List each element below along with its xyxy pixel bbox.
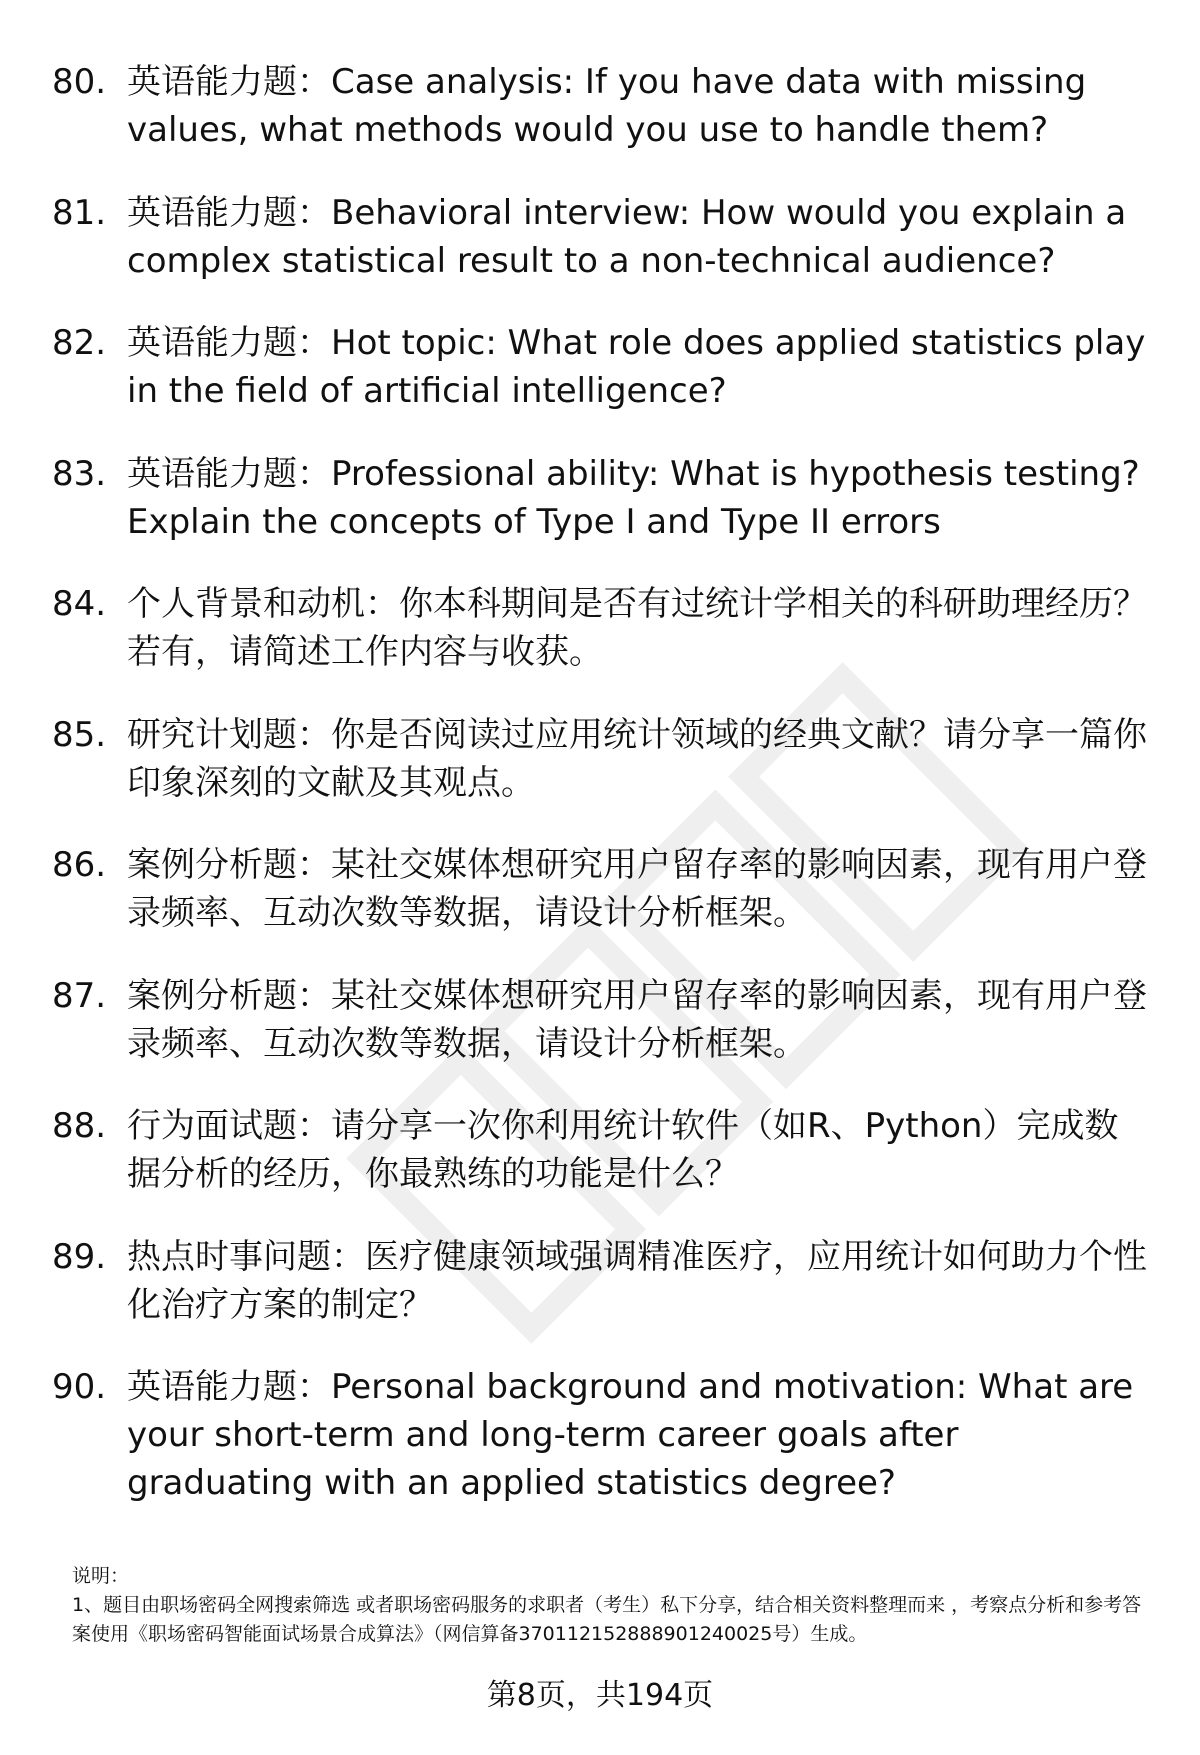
question-item (52, 58, 1152, 154)
question-number: 87. (52, 975, 107, 1016)
question-item (52, 450, 1152, 546)
question-number: 86. (52, 845, 107, 885)
question-item (52, 711, 1152, 807)
question-item (52, 841, 1152, 937)
question-item (52, 189, 1152, 285)
question-number: 84. (52, 584, 107, 624)
note-section (72, 1562, 1152, 1649)
question-item (52, 319, 1152, 415)
question-number: 85. (52, 714, 107, 755)
question-number: 89. (52, 1236, 107, 1277)
question-text: 英语能力题：Case analysis: If you have data with missing values, what methods would you use to handle them? (127, 62, 1087, 150)
question-item (52, 580, 1152, 676)
question-item (52, 972, 1152, 1068)
question-item (52, 1363, 1152, 1507)
question-item (52, 1102, 1152, 1198)
question-text: 英语能力题：Hot topic: What role does applied statistics play in the field of artificial intelligence? (127, 323, 1146, 411)
question-number: 80. (52, 62, 107, 102)
question-number: 90. (52, 1367, 107, 1407)
question-number: 82. (52, 323, 107, 363)
question-text: 案例分析题：某社交媒体想研究用户留存率的影响因素，现有用户登录频率、互动次数等数据，请设计分析框架。 (127, 845, 1147, 933)
question-number: 88. (52, 1106, 107, 1146)
question-text: 英语能力题：Personal background and motivation: What are your short-term and long-term career goals after graduating with an applied statistics degree? (127, 1367, 1134, 1503)
question-text: 个人背景和动机：你本科期间是否有过统计学相关的科研助理经历？若有，请简述工作内容与收获。 (127, 584, 1147, 672)
question-text: 行为面试题：请分享一次你利用统计软件（如R、Python）完成数据分析的经历，你最熟练的功能是什么？ (127, 1106, 1119, 1194)
question-text: 案例分析题：某社交媒体想研究用户留存率的影响因素，现有用户登录频率、互动次数等数据，请设计分析框架。 (127, 975, 1147, 1064)
question-item (52, 1233, 1152, 1329)
question-text: 英语能力题：Behavioral interview: How would you explain a complex statistical result to a non-technical audience? (127, 192, 1127, 281)
note-body: 1、题目由职场密码全网搜索筛选 或者职场密码服务的求职者（考生）私下分享，结合相关资料整理而来 ，考察点分析和参考答案使用《职场密码智能面试场景合成算法》（网信算备370112152888901240025号）生成。 (72, 1594, 1142, 1645)
question-list (52, 58, 1152, 1542)
page-number: 第8页，共194页 (486, 1678, 714, 1713)
question-text: 研究计划题：你是否阅读过应用统计领域的经典文献？请分享一篇你印象深刻的文献及其观点。 (127, 714, 1147, 803)
question-number: 83. (52, 453, 107, 494)
question-number: 81. (52, 192, 107, 233)
question-text: 热点时事问题：医疗健康领域强调精准医疗，应用统计如何助力个性化治疗方案的制定？ (127, 1236, 1147, 1325)
note-heading: 说明： (72, 1565, 130, 1587)
question-text: 英语能力题：Professional ability: What is hypothesis testing? Explain the concepts of Type I and Type II errors (127, 453, 1140, 542)
